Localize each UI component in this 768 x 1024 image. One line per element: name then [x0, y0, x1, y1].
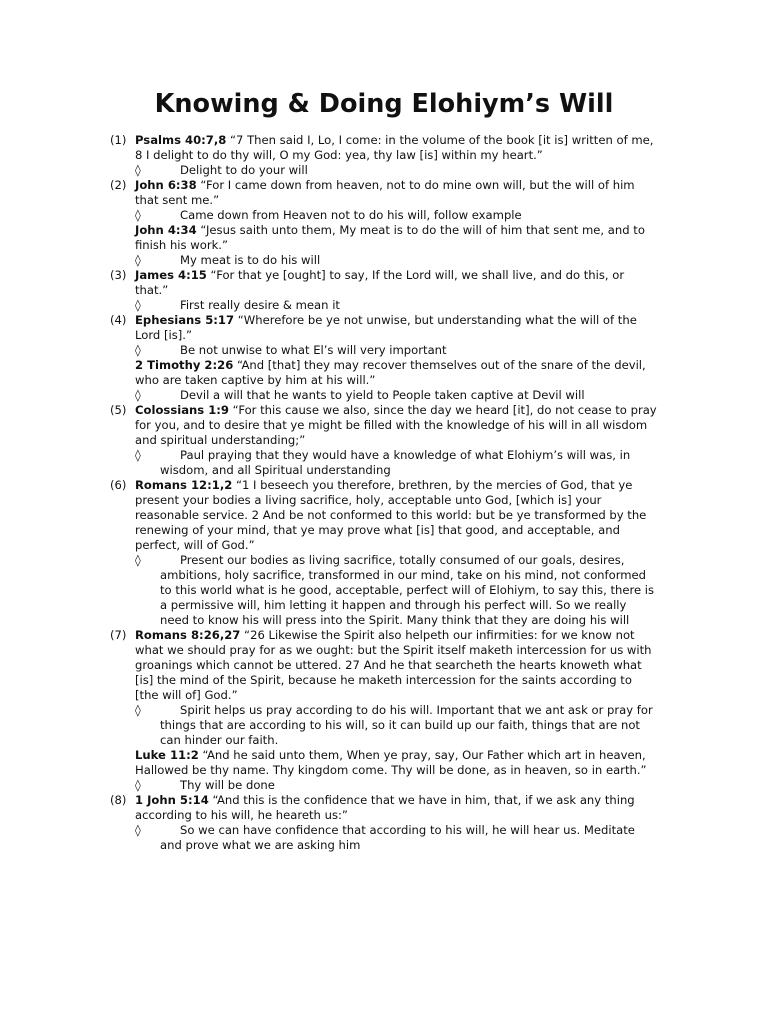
note-text: So we can have confidence that according to his will, he will hear us. Meditate and prove what we are asking him	[160, 823, 635, 852]
verse-quote	[135, 178, 658, 208]
verse-list	[110, 133, 658, 853]
verse-text: “And [that] they may recover themselves out of the snare of the devil, who are taken captive by him at his will.”	[135, 358, 646, 387]
diamond-bullet-icon: ◊	[135, 553, 141, 567]
note-text: Came down from Heaven not to do his will, follow example	[180, 208, 522, 222]
item-number: (3)	[110, 268, 127, 282]
verse-quote	[135, 313, 658, 343]
note-text: Spirit helps us pray according to do his will. Important that we ant ask or pray for things that are according to his will, so it can build up our faith, things that are not can hinder our faith.	[160, 703, 653, 747]
item-number: (1)	[110, 133, 127, 147]
diamond-bullet-icon: ◊	[135, 253, 141, 267]
verse-text: “1 I beseech you therefore, brethren, by the mercies of God, that ye present your bodies a living sacrifice, holy, acceptable unto God, [which is] your reasonable service. 2 And be not conformed to this world: but be ye transformed by the renewing of your mind, that ye may prove what [is] that good, and acceptable, and perfect, will of God.”	[135, 478, 647, 552]
document-title: Knowing & Doing Elohiym’s Will	[154, 89, 614, 119]
diamond-bullet-icon: ◊	[135, 208, 141, 222]
study-note	[135, 388, 658, 403]
item-number: (5)	[110, 403, 127, 417]
verse-item	[110, 178, 658, 268]
item-number: (4)	[110, 313, 127, 327]
note-text: Delight to do your will	[180, 163, 308, 177]
verse-text: “For that ye [ought] to say, If the Lord will, we shall live, and do this, or that.”	[135, 268, 625, 297]
diamond-bullet-icon: ◊	[135, 298, 141, 312]
verse-text: “For this cause we also, since the day we heard [it], do not cease to pray for you, and to desire that ye might be filled with the knowledge of his will in all wisdom and spiritual understanding;”	[135, 403, 657, 447]
verse-item	[110, 403, 658, 478]
verse-reference: 2 Timothy 2:26	[135, 358, 234, 372]
verse-quote	[135, 478, 658, 553]
note-text: Be not unwise to what El’s will very important	[180, 343, 447, 357]
verse-text: “Wherefore be ye not unwise, but understanding what the will of the Lord [is].”	[135, 313, 637, 342]
verse-reference: Psalms 40:7,8	[135, 133, 227, 147]
note-text: Present our bodies as living sacrifice, totally consumed of our goals, desires, ambitions, holy sacrifice, transformed in our mind, take on his mind, not conformed to this world what is he good, acceptable, perfect will of Elohiym, to say this, there is a permissive will, him letting it happen and through his perfect will. So we really need to know his will press into the Spirit. Many think that they are doing his will	[160, 553, 655, 627]
verse-text: “And this is the confidence that we have in him, that, if we ask any thing according to his will, he heareth us:”	[135, 793, 635, 822]
verse-quote	[135, 628, 658, 703]
verse-item	[110, 268, 658, 313]
note-text: My meat is to do his will	[180, 253, 321, 267]
item-number: (6)	[110, 478, 127, 492]
verse-text: “Jesus saith unto them, My meat is to do the will of him that sent me, and to finish his work.”	[135, 223, 645, 252]
verse-item	[110, 133, 658, 178]
study-note	[135, 448, 658, 478]
diamond-bullet-icon: ◊	[135, 163, 141, 177]
verse-item	[110, 313, 658, 403]
diamond-bullet-icon: ◊	[135, 448, 141, 462]
verse-quote	[135, 748, 658, 778]
verse-quote	[135, 133, 658, 163]
study-note	[135, 778, 658, 793]
verse-reference: James 4:15	[135, 268, 207, 282]
verse-reference: Luke 11:2	[135, 748, 199, 762]
diamond-bullet-icon: ◊	[135, 823, 141, 837]
verse-reference: Romans 8:26,27	[135, 628, 241, 642]
study-note	[135, 703, 658, 748]
verse-reference: 1 John 5:14	[135, 793, 209, 807]
diamond-bullet-icon: ◊	[135, 703, 141, 717]
verse-reference: Romans 12:1,2	[135, 478, 233, 492]
verse-reference: Ephesians 5:17	[135, 313, 235, 327]
study-note	[135, 553, 658, 628]
study-note	[135, 823, 658, 853]
note-text: Paul praying that they would have a knowledge of what Elohiym’s will was, in wisdom, and all Spiritual understanding	[160, 448, 631, 477]
verse-quote	[135, 793, 658, 823]
verse-item	[110, 478, 658, 628]
study-note	[135, 163, 658, 178]
verse-quote	[135, 403, 658, 448]
verse-quote	[135, 223, 658, 253]
study-note	[135, 343, 658, 358]
item-number: (7)	[110, 628, 127, 642]
diamond-bullet-icon: ◊	[135, 343, 141, 357]
verse-item	[110, 793, 658, 853]
verse-quote	[135, 358, 658, 388]
verse-text: “And he said unto them, When ye pray, say, Our Father which art in heaven, Hallowed be thy name. Thy kingdom come. Thy will be done, as in heaven, so in earth.”	[135, 748, 647, 777]
verse-item	[110, 628, 658, 793]
item-number: (2)	[110, 178, 127, 192]
item-number: (8)	[110, 793, 127, 807]
diamond-bullet-icon: ◊	[135, 388, 141, 402]
note-text: Devil a will that he wants to yield to People taken captive at Devil will	[180, 388, 585, 402]
verse-quote	[135, 268, 658, 298]
study-note	[135, 208, 658, 223]
verse-reference: Colossians 1:9	[135, 403, 229, 417]
note-text: First really desire & mean it	[180, 298, 340, 312]
diamond-bullet-icon: ◊	[135, 778, 141, 792]
study-note	[135, 253, 658, 268]
study-note	[135, 298, 658, 313]
verse-reference: John 6:38	[135, 178, 197, 192]
verse-text: “26 Likewise the Spirit also helpeth our infirmities: for we know not what we should pray for as we ought: but the Spirit itself maketh intercession for us with groanings which cannot be uttered. 27 And he that searcheth the hearts knoweth what [is] the mind of the Spirit, because he maketh intercession for the saints according to [the will of] God.”	[135, 628, 652, 702]
verse-text: “For I came down from heaven, not to do mine own will, but the will of him that sent me.”	[135, 178, 635, 207]
verse-text: “7 Then said I, Lo, I come: in the volume of the book [it is] written of me, 8 I delight to do thy will, O my God: yea, thy law [is] within my heart.”	[135, 133, 654, 162]
note-text: Thy will be done	[180, 778, 275, 792]
verse-reference: John 4:34	[135, 223, 197, 237]
